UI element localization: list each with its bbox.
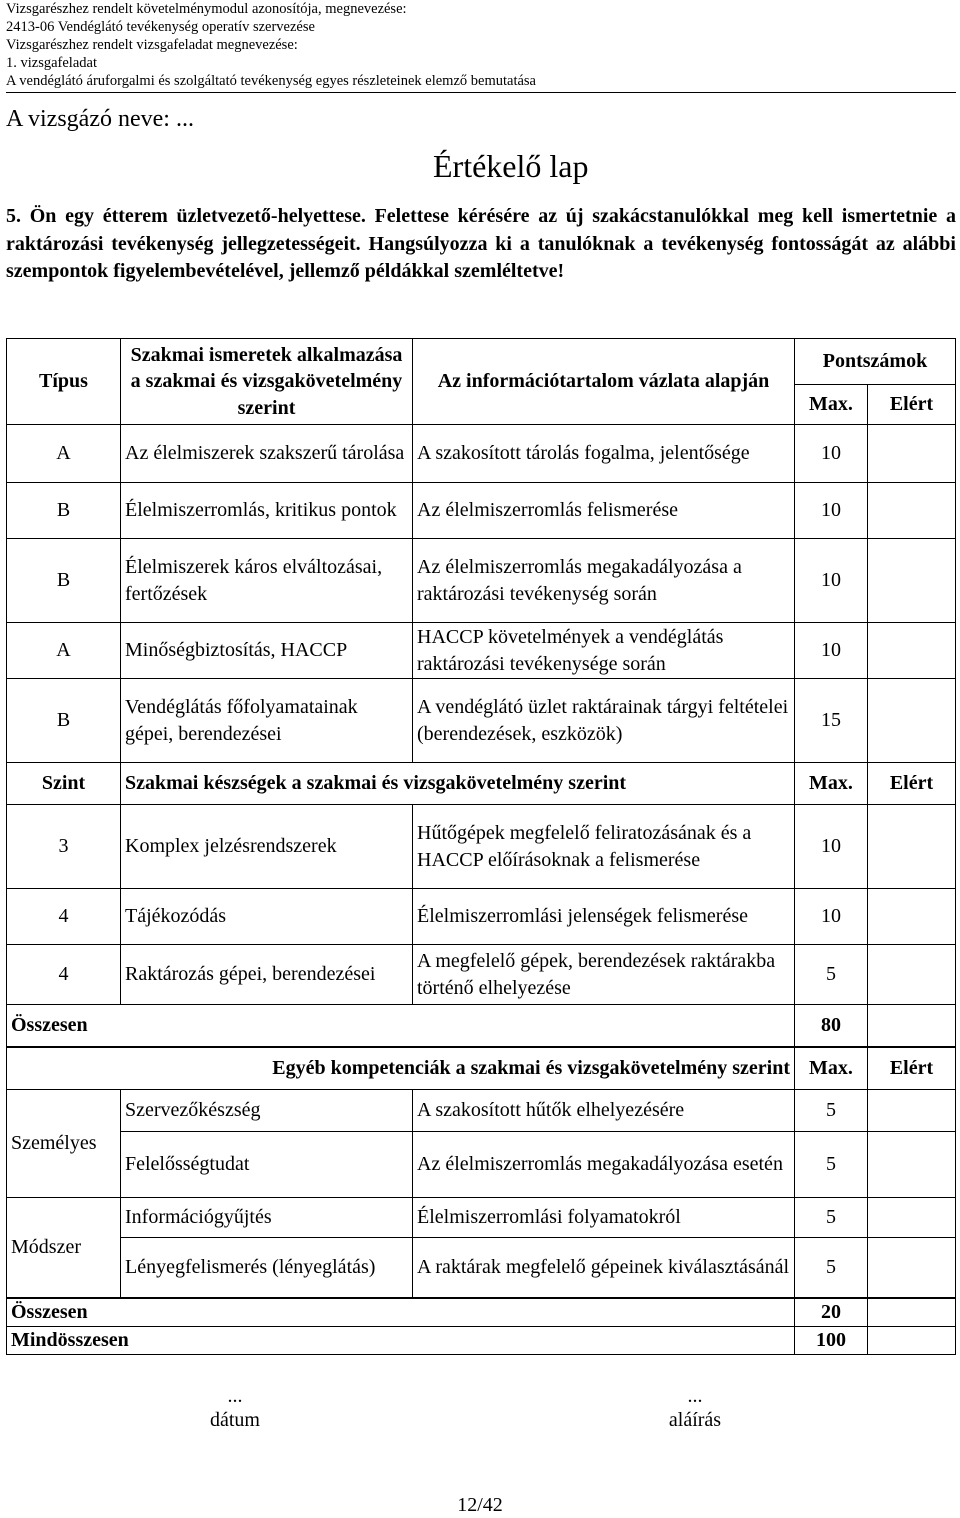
table-row	[7, 539, 956, 623]
row-max: 10	[795, 805, 868, 889]
competences-header: Egyéb kompetenciák a szakmai és vizsgakövetelmény szerint	[7, 1048, 795, 1090]
max-header: Max.	[795, 763, 868, 805]
achieved-cell[interactable]	[868, 1238, 956, 1298]
row-knowledge: Élelmiszerromlás, kritikus pontok	[121, 483, 413, 539]
row-competence: Lényegfelismerés (lényeglátás)	[121, 1238, 413, 1298]
candidate-name-field: A vizsgázó neve: ...	[6, 106, 194, 132]
row-knowledge: Minőségbiztosítás, HACCP	[121, 623, 413, 679]
row-type: B	[7, 679, 121, 763]
date-label: dátum	[210, 1409, 260, 1431]
row-competence: Felelősségtudat	[121, 1132, 413, 1198]
type-header: Típus	[7, 339, 121, 425]
signature-label: aláírás	[668, 1409, 722, 1431]
header-line: 2413-06 Vendéglátó tevékenység operatív szervezése	[6, 19, 315, 35]
knowledge-table	[6, 338, 956, 1047]
row-info: A megfelelő gépek, berendezések raktárakba történő elhelyezése	[413, 945, 795, 1005]
row-knowledge: Élelmiszerek káros elváltozásai, fertőzések	[121, 539, 413, 623]
table-row	[7, 623, 956, 679]
row-max: 10	[795, 483, 868, 539]
row-max: 5	[795, 1132, 868, 1198]
table-row	[7, 425, 956, 483]
signature-block	[550, 1384, 840, 1432]
header-line: 1. vizsgafeladat	[6, 55, 97, 71]
row-max: 15	[795, 679, 868, 763]
achieved-cell[interactable]	[868, 623, 956, 679]
row-max: 5	[795, 945, 868, 1005]
row-info: HACCP követelmények a vendéglátás raktározási tevékenysége során	[413, 623, 795, 679]
row-max: 10	[795, 623, 868, 679]
row-max: 5	[795, 1198, 868, 1238]
row-max: 10	[795, 889, 868, 945]
achieved-cell[interactable]	[868, 1299, 956, 1327]
row-competence: Információgyűjtés	[121, 1198, 413, 1238]
table-row	[7, 889, 956, 945]
task-description: 5. Ön egy étterem üzletvezető-helyettese. Felettese kérésére az új szakácstanulókkal meg kell ismertetnie a raktározási tevékenység jellegzetességeit. Hangsúlyozza ki a tanulóknak a tevékenység fontosságát az alábbi szempontok figyelembevételével, jellemző példákkal szemléltetve!	[6, 205, 956, 282]
row-info: Élelmiszerromlási jelenségek felismerése	[413, 889, 795, 945]
row-info: A szakosított tárolás fogalma, jelentősége	[413, 425, 795, 483]
achieved-header: Elért	[868, 385, 956, 425]
table-row	[7, 1132, 956, 1198]
table-row	[7, 1198, 956, 1238]
points-header: Pontszámok	[795, 339, 956, 385]
subtotal-label: Összesen	[7, 1299, 795, 1327]
page-title: Értékelő lap	[433, 148, 589, 184]
row-info: Hűtőgépek megfelelő feliratozásának és a HACCP előírásoknak a felismerése	[413, 805, 795, 889]
row-info: A szakosított hűtők elhelyezésére	[413, 1090, 795, 1132]
table-row	[7, 483, 956, 539]
row-competence: Szervezőkészség	[121, 1090, 413, 1132]
grand-total-label: Mindösszesen	[7, 1327, 795, 1355]
row-info: A raktárak megfelelő gépeinek kiválasztásánál	[413, 1238, 795, 1298]
page-header	[6, 0, 956, 93]
max-header: Max.	[795, 385, 868, 425]
row-info: A vendéglátó üzlet raktárainak tárgyi feltételei (berendezések, eszközök)	[413, 679, 795, 763]
header-line: Vizsgarészhez rendelt vizsgafeladat megnevezése:	[6, 37, 298, 53]
achieved-cell[interactable]	[868, 679, 956, 763]
achieved-cell[interactable]	[868, 1132, 956, 1198]
total-max: 80	[795, 1005, 868, 1047]
row-knowledge: Az élelmiszerek szakszerű tárolása	[121, 425, 413, 483]
max-header: Max.	[795, 1048, 868, 1090]
achieved-cell[interactable]	[868, 1327, 956, 1355]
achieved-cell[interactable]	[868, 1090, 956, 1132]
achieved-cell[interactable]	[868, 539, 956, 623]
achieved-cell[interactable]	[868, 425, 956, 483]
skills-header: Szakmai készségek a szakmai és vizsgakövetelmény szerint	[121, 763, 795, 805]
header-line: A vendéglátó áruforgalmi és szolgáltató tevékenység egyes részleteinek elemző bemutatása	[6, 73, 536, 89]
row-info: Élelmiszerromlási folyamatokról	[413, 1198, 795, 1238]
competences-table	[6, 1047, 956, 1298]
totals-table	[6, 1298, 956, 1355]
achieved-header: Elért	[868, 763, 956, 805]
table-row	[7, 1238, 956, 1298]
row-skill: Tájékozódás	[121, 889, 413, 945]
achieved-cell[interactable]	[868, 805, 956, 889]
knowledge-header: Szakmai ismeretek alkalmazása a szakmai és vizsgakövetelmény szerint	[121, 339, 413, 425]
group-label: Módszer	[7, 1198, 121, 1298]
row-level: 3	[7, 805, 121, 889]
row-type: A	[7, 623, 121, 679]
row-max: 5	[795, 1090, 868, 1132]
level-header: Szint	[7, 763, 121, 805]
row-type: B	[7, 539, 121, 623]
table-row	[7, 679, 956, 763]
row-skill: Raktározás gépei, berendezései	[121, 945, 413, 1005]
achieved-cell[interactable]	[868, 945, 956, 1005]
row-max: 10	[795, 425, 868, 483]
header-divider	[6, 92, 956, 93]
achieved-cell[interactable]	[868, 1005, 956, 1047]
grand-total-max: 100	[795, 1327, 868, 1355]
row-knowledge: Vendéglátás főfolyamatainak gépei, berendezései	[121, 679, 413, 763]
row-info: Az élelmiszerromlás megakadályozása a raktározási tevékenység során	[413, 539, 795, 623]
achieved-cell[interactable]	[868, 1198, 956, 1238]
subtotal-max: 20	[795, 1299, 868, 1327]
achieved-header: Elért	[868, 1048, 956, 1090]
achieved-cell[interactable]	[868, 483, 956, 539]
achieved-cell[interactable]	[868, 889, 956, 945]
row-max: 10	[795, 539, 868, 623]
header-line: Vizsgarészhez rendelt követelménymodul azonosítója, megnevezése:	[6, 1, 407, 17]
row-type: B	[7, 483, 121, 539]
row-max: 5	[795, 1238, 868, 1298]
table-row	[7, 1090, 956, 1132]
date-line: ...	[227, 1385, 243, 1407]
table-row	[7, 945, 956, 1005]
total-label: Összesen	[7, 1005, 795, 1047]
row-level: 4	[7, 945, 121, 1005]
row-type: A	[7, 425, 121, 483]
date-signature-block	[90, 1384, 380, 1432]
row-skill: Komplex jelzésrendszerek	[121, 805, 413, 889]
row-info: Az élelmiszerromlás felismerése	[413, 483, 795, 539]
table-row	[7, 805, 956, 889]
group-label: Személyes	[7, 1090, 121, 1198]
signature-line: ...	[687, 1385, 703, 1407]
row-info: Az élelmiszerromlás megakadályozása esetén	[413, 1132, 795, 1198]
row-level: 4	[7, 889, 121, 945]
info-header: Az információtartalom vázlata alapján	[413, 339, 795, 425]
page-number: 12/42	[457, 1494, 503, 1516]
